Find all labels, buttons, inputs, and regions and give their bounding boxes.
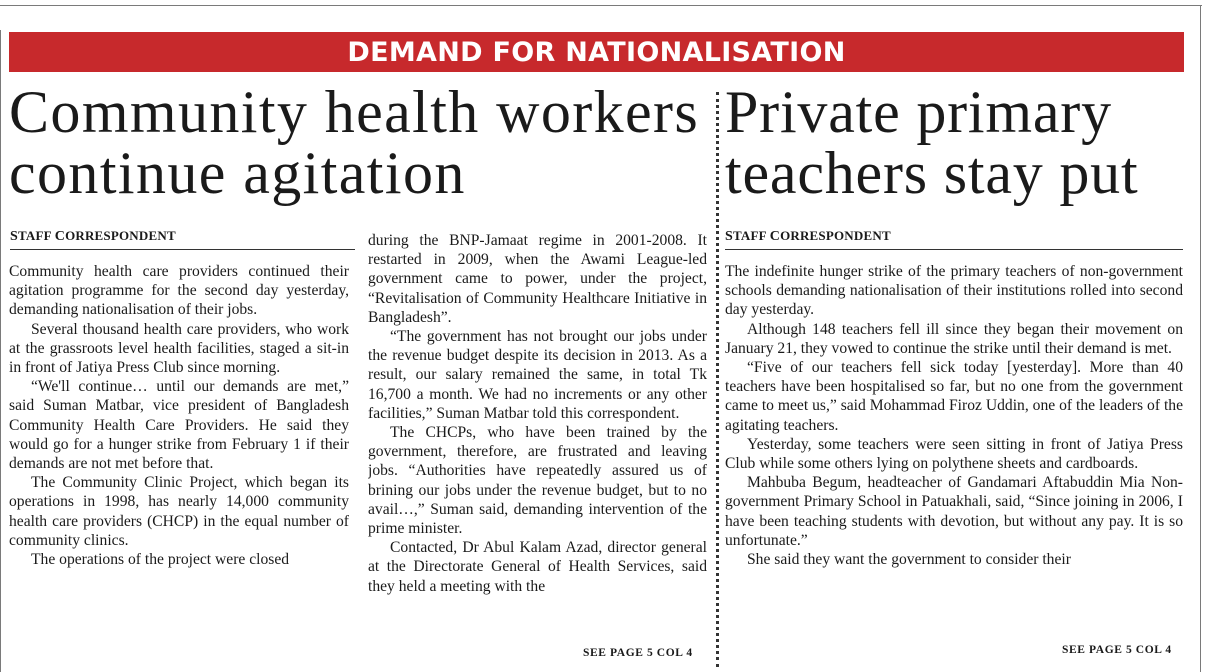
paragraph: “We'll continue… until our demands are met,” said Suman Matbar, vice president of Bangladesh Community Health Care Providers. He said they would go for a hunger strike from February 1 if their demands are not met before that. bbox=[9, 378, 349, 473]
right-byline-c: C bbox=[769, 229, 781, 244]
paragraph: The CHCPs, who have been trained by the government, therefore, are frustrated and leaving jobs. “Authorities have repeatedly assured us of brining our jobs under the revenue budget, but to no avail…,” Suman said, demanding intervention of the prime minister. bbox=[368, 424, 707, 538]
right-rule bbox=[1200, 5, 1201, 672]
paragraph: The Community Clinic Project, which began its operations in 1998, has nearly 14,000 community health care providers (CHCP) in the equal number of community clinics. bbox=[9, 474, 349, 549]
left-story-column-1 bbox=[9, 262, 349, 672]
right-byline-orrespondent: ORRESPONDENT bbox=[780, 228, 891, 243]
left-headline-line1: Community health workers bbox=[9, 79, 700, 145]
left-story-column-2 bbox=[368, 231, 707, 643]
right-byline-taff: TAFF bbox=[733, 228, 770, 243]
left-headline-line2: continue agitation bbox=[9, 140, 466, 206]
paragraph: “The government has not brought our jobs under the revenue budget despite its decision in 2013. As a result, our salary remained the same, in total Tk 16,700 a month. We had no increments or any other facilities,” Suman Matbar told this correspondent. bbox=[368, 328, 707, 422]
right-headline-line2: teachers stay put bbox=[725, 140, 1139, 206]
right-byline-s: S bbox=[725, 229, 733, 244]
paragraph: The operations of the project were closed bbox=[31, 551, 290, 569]
right-continuation-link[interactable]: SEE PAGE 5 COL 4 bbox=[1062, 644, 1172, 656]
left-rule bbox=[0, 30, 1, 672]
right-headline-line1: Private primary bbox=[725, 79, 1112, 145]
section-banner: DEMAND FOR NATIONALISATION bbox=[9, 32, 1184, 72]
paragraph: Several thousand health care providers, who work at the grassroots level health facilities, staged a sit-in in front of Jatiya Press Club since morning. bbox=[9, 320, 349, 377]
right-byline bbox=[725, 228, 1183, 250]
paragraph: She said they want the government to consider their bbox=[747, 551, 1071, 569]
left-byline-orrespondent: ORRESPONDENT bbox=[65, 228, 176, 243]
left-byline-s: S bbox=[10, 229, 18, 244]
right-story-column bbox=[725, 262, 1183, 642]
top-rule bbox=[0, 5, 1202, 6]
paragraph: Community health care providers continued their agitation programme for the second day yesterday, demanding nationalisation of their jobs. bbox=[9, 263, 349, 319]
paragraph: Although 148 teachers fell ill since they began their movement on January 21, they vowed to continue the strike until their demand is met. bbox=[725, 320, 1183, 357]
paragraph: Yesterday, some teachers were seen sitting in front of Jatiya Press Club while some others lying on polythene sheets and cardboards. bbox=[725, 435, 1183, 473]
left-byline-c: C bbox=[54, 229, 66, 244]
left-continuation-link[interactable]: SEE PAGE 5 COL 4 bbox=[583, 647, 693, 659]
paragraph: “Five of our teachers fell sick today [yesterday]. More than 40 teachers have been hospitalised so far, but no one from the government came to meet us,” said Mohammad Firoz Uddin, one of the leaders of the agitating teachers. bbox=[725, 359, 1183, 434]
left-byline bbox=[10, 228, 355, 250]
left-byline-taff: TAFF bbox=[18, 228, 55, 243]
right-headline bbox=[725, 79, 1200, 206]
paragraph: The indefinite hunger strike of the primary teachers of non-government schools demanding nationalisation of their institutions rolled into second day yesterday. bbox=[725, 263, 1183, 319]
paragraph: during the BNP-Jamaat regime in 2001-2008. It restarted in 2009, when the Awami League-led government came to power, under the project, “Revitalisation of Community Healthcare Initiative in Bangladesh”. bbox=[368, 232, 707, 326]
story-divider bbox=[716, 92, 719, 667]
paragraph: Mahbuba Begum, headteacher of Gandamari Aftabuddin Mia Non-government Primary School in Patuakhali, said, “Since joining in 2006, I have been teaching students with devotion, but without any pay. It is so unfortunate.” bbox=[725, 474, 1183, 549]
paragraph: Contacted, Dr Abul Kalam Azad, director general at the Directorate General of Health Services, said they held a meeting with the bbox=[368, 539, 707, 595]
left-headline bbox=[9, 79, 714, 206]
